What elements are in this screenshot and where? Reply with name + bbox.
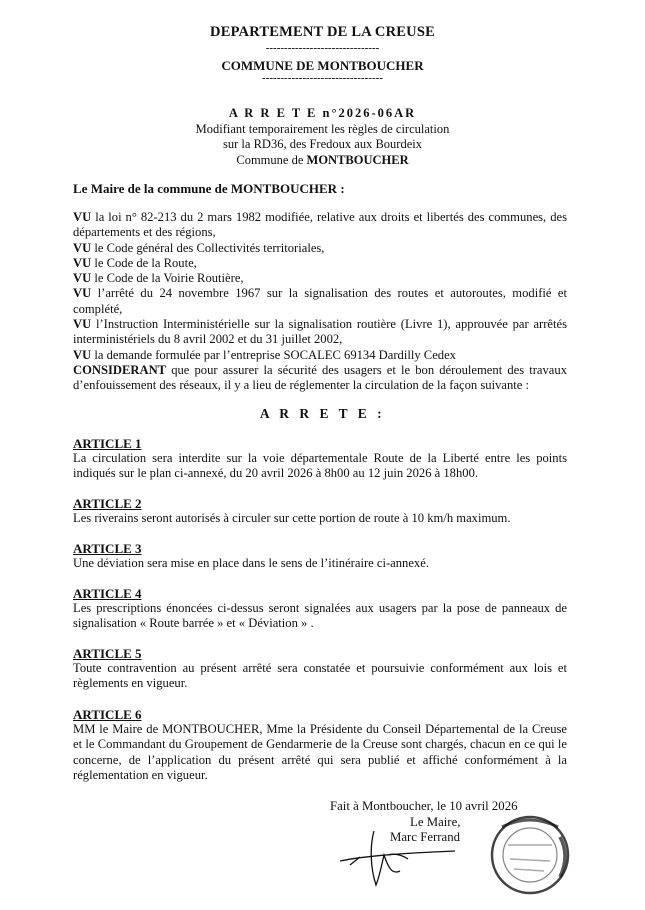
- decree-title-block: [0, 106, 645, 168]
- visa-keyword: VU: [73, 347, 92, 362]
- visa-keyword: VU: [73, 255, 92, 270]
- signatory-role: Le Maire,: [410, 815, 461, 829]
- visa-item: [73, 241, 567, 256]
- article-text: Les prescriptions énoncées ci-dessus seront signalées aux usagers par la pose de panneaux de signalisation « Route barrée » et « Déviation » .: [73, 601, 567, 631]
- article-title: ARTICLE 3: [73, 541, 142, 556]
- visa-item: [73, 317, 567, 348]
- decree-subject-line: Modifiant temporairement les règles de circulation: [195, 121, 450, 136]
- article-4: [73, 586, 567, 632]
- considerant-item: [73, 363, 567, 394]
- department-heading: DEPARTEMENT DE LA CREUSE: [210, 24, 435, 40]
- arrete-heading: A R R E T E :: [259, 406, 386, 421]
- maire-intro: Le Maire de la commune de MONTBOUCHER :: [73, 181, 345, 196]
- article-text: Une déviation sera mise en place dans le sens de l’itinéraire ci-annexé.: [73, 556, 429, 570]
- visas-section: [73, 210, 567, 394]
- visa-text: l’Instruction Interministérielle sur la signalisation routière (Livre 1), approuvée par arrêtés interministériels du 8 avril 2002 et du 31 juillet 2002,: [73, 317, 567, 347]
- article-title: ARTICLE 2: [73, 496, 142, 511]
- article-title: ARTICLE 5: [73, 646, 142, 661]
- commune-prefix: Commune de: [236, 152, 307, 167]
- article-title: ARTICLE 1: [73, 436, 142, 451]
- visa-item: [73, 210, 567, 241]
- visa-keyword: VU: [73, 317, 92, 332]
- visa-text: la demande formulée par l’entreprise SOCALEC 69134 Dardilly Cedex: [91, 347, 456, 362]
- article-text: MM le Maire de MONTBOUCHER, Mme la Présidente du Conseil Départemental de la Creuse et le Commandant du Groupement de Gendarmerie de la Creuse sont chargés, chacun en ce qui le concerne, de l’application du présent arrêté qui sera publié et affiché conformément à la réglementation en vigueur.: [73, 722, 567, 782]
- visa-keyword: VU: [73, 210, 92, 224]
- article-5: [73, 646, 567, 692]
- visa-text: le Code de la Voirie Routière,: [91, 271, 244, 286]
- signatory-name: Marc Ferrand: [390, 830, 460, 844]
- visa-keyword: VU: [73, 240, 92, 255]
- visa-item: [73, 286, 567, 317]
- article-text: Toute contravention au présent arrêté sera constatée et poursuivie conformément aux lois et règlements en vigueur.: [73, 661, 567, 691]
- article-3: [73, 541, 567, 571]
- signature-place-date: Fait à Montboucher, le 10 avril 2026: [330, 799, 518, 813]
- visa-text: la loi n° 82-213 du 2 mars 1982 modifiée, relative aux droits et libertés des communes, des départements et des régions,: [73, 210, 567, 240]
- commune-name: MONTBOUCHER: [306, 152, 409, 167]
- decree-subject-line: sur la RD36, des Fredoux aux Bourdeix: [223, 137, 422, 151]
- considerant-text: que pour assurer la sécurité des usagers et le bon déroulement des travaux d’enfouissement des réseaux, il y a lieu de réglementer la circulation de la façon suivante :: [73, 362, 567, 393]
- visa-text: le Code de la Route,: [91, 255, 197, 270]
- visa-item: [73, 271, 567, 286]
- separator-line: ---------------------------------: [262, 72, 383, 84]
- decree-subject-line: [0, 153, 645, 169]
- visa-text: l’arrêté du 24 novembre 1967 sur la signalisation des routes et autoroutes, modifié et complété,: [73, 286, 567, 316]
- article-title: ARTICLE 6: [73, 707, 142, 722]
- official-stamp: [492, 817, 568, 893]
- visa-keyword: VU: [73, 286, 92, 301]
- visa-keyword: VU: [73, 271, 92, 286]
- article-text: Les riverains seront autorisés à circuler sur cette portion de route à 10 km/h maximum.: [73, 511, 511, 525]
- visa-text: le Code général des Collectivités territoriales,: [91, 240, 325, 255]
- article-6: [73, 707, 567, 783]
- article-text: La circulation sera interdite sur la voie départementale Route de la Liberté entre les points indiqués sur le plan ci-annexé, du 20 avril 2026 à 8h00 au 12 juin 2026 à 18h00.: [73, 451, 567, 481]
- visa-item: [73, 348, 567, 363]
- article-1: [73, 436, 567, 482]
- visa-item: [73, 256, 567, 271]
- article-title: ARTICLE 4: [73, 586, 142, 601]
- considerant-keyword: CONSIDERANT: [73, 362, 167, 377]
- article-2: [73, 496, 567, 526]
- decree-number: A R R E T E n°2026-06AR: [228, 106, 417, 120]
- separator-line: -------------------------------: [265, 42, 380, 54]
- commune-heading: COMMUNE DE MONTBOUCHER: [221, 58, 424, 73]
